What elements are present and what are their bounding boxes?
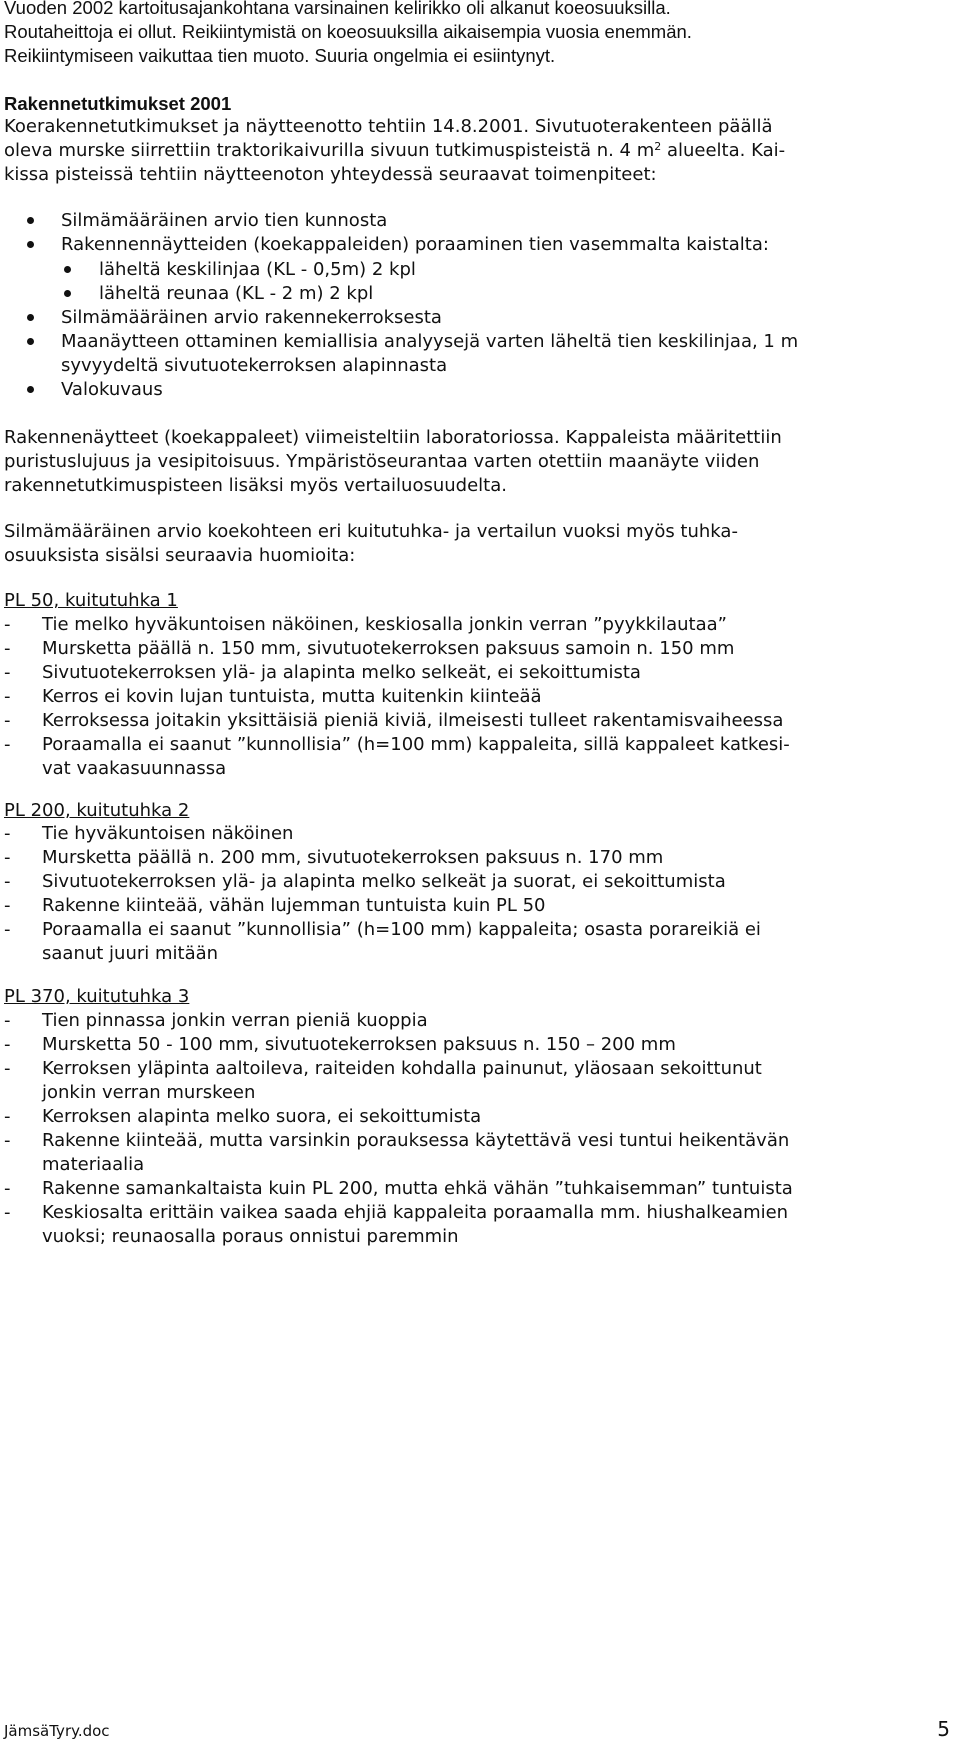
list-item: Kerroksen yläpinta aaltoileva, raiteiden kohdalla painunut, yläosaan sekoittunut [42, 1058, 762, 1079]
footer-filename: JämsäTyry.doc [4, 1722, 110, 1740]
list-item: Poraamalla ei saanut ”kunnollisia” (h=100 mm) kappaleita; osasta porareikiä ei [42, 919, 761, 940]
section-heading: Rakennetutkimukset 2001 [4, 93, 232, 114]
list-item: Mursketta päällä n. 200 mm, sivutuotekerroksen paksuus n. 170 mm [42, 847, 664, 868]
list-item-continuation: vuoksi; reunaosalla poraus onnistui paremmin [42, 1226, 459, 1247]
dash-marker: - [4, 847, 11, 868]
list-item: Tien pinnassa jonkin verran pieniä kuoppia [42, 1010, 428, 1031]
list-item: Kerroksessa joitakin yksittäisiä pieniä kiviä, ilmeisesti tulleet rakentamisvaiheessa [42, 710, 784, 731]
paragraph-line [4, 139, 954, 163]
dash-marker: - [4, 1130, 11, 1151]
dash-marker: - [4, 1034, 11, 1055]
bullet-icon [64, 290, 71, 297]
bullet-item: Rakennennäytteiden (koekappaleiden) poraaminen tien vasemmalta kaistalta: [61, 234, 769, 255]
bullet-icon [27, 241, 34, 248]
dash-marker: - [4, 919, 11, 940]
bullet-item: läheltä keskilinjaa (KL - 0,5m) 2 kpl [99, 259, 416, 280]
intro-paragraph [4, 0, 954, 68]
list-item-continuation: materiaalia [42, 1154, 145, 1175]
dash-marker: - [4, 686, 11, 707]
bullet-icon [27, 314, 34, 321]
bullet-item: Silmämääräinen arvio tien kunnosta [61, 210, 388, 231]
dash-marker: - [4, 1010, 11, 1031]
bullet-icon [27, 217, 34, 224]
paragraph-line: osuuksista sisälsi seuraavia huomioita: [4, 545, 356, 566]
list-item: Sivutuotekerroksen ylä- ja alapinta melko selkeät, ei sekoittumista [42, 662, 641, 683]
dash-marker: - [4, 895, 11, 916]
list-item-continuation: saanut juuri mitään [42, 943, 219, 964]
bullet-item: Maanäytteen ottaminen kemiallisia analyysejä varten läheltä tien keskilinjaa, 1 m [61, 331, 799, 352]
dash-marker: - [4, 1178, 11, 1199]
superscript: 2 [654, 140, 662, 153]
bullet-item: Silmämääräinen arvio rakennekerroksesta [61, 307, 442, 328]
list-item: Keskiosalta erittäin vaikea saada ehjiä kappaleita poraamalla mm. hiushalkeamien [42, 1202, 789, 1223]
dash-marker: - [4, 823, 11, 844]
list-item-continuation: vat vaakasuunnassa [42, 758, 227, 779]
dash-marker: - [4, 638, 11, 659]
list-item: Mursketta 50 - 100 mm, sivutuotekerroksen paksuus n. 150 – 200 mm [42, 1034, 676, 1055]
dash-marker: - [4, 614, 11, 635]
list-item: Poraamalla ei saanut ”kunnollisia” (h=100 mm) kappaleita, sillä kappaleet katkesi- [42, 734, 790, 755]
list-item: Mursketta päällä n. 150 mm, sivutuotekerroksen paksuus samoin n. 150 mm [42, 638, 735, 659]
list-item-continuation: jonkin verran murskeen [42, 1082, 256, 1103]
list-item: Tie hyväkuntoisen näköinen [42, 823, 294, 844]
list-item: Rakenne kiinteää, vähän lujemman tuntuista kuin PL 50 [42, 895, 546, 916]
list-item: Kerroksen alapinta melko suora, ei sekoittumista [42, 1106, 482, 1127]
list-item: Kerros ei kovin lujan tuntuista, mutta kuitenkin kiinteää [42, 686, 542, 707]
bullet-icon [27, 338, 34, 345]
bullet-icon [64, 266, 71, 273]
list-item: Rakenne samankaltaista kuin PL 200, mutta ehkä vähän ”tuhkaisemman” tuntuista [42, 1178, 793, 1199]
intro-line: Routaheittoja ei ollut. Reikiintymistä on koeosuuksilla aikaisempia vuosia enemmän. [4, 21, 692, 42]
dash-marker: - [4, 1058, 11, 1079]
paragraph-line: kissa pisteissä tehtiin näytteenoton yhteydessä seuraavat toimenpiteet: [4, 164, 657, 185]
paragraph-line: Silmämääräinen arvio koekohteen eri kuitutuhka- ja vertailun vuoksi myös tuhka- [4, 521, 738, 542]
paragraph-text: oleva murske siirrettiin traktorikaivurilla sivuun tutkimuspisteistä n. 4 m [4, 140, 655, 161]
list-item: Sivutuotekerroksen ylä- ja alapinta melko selkeät ja suorat, ei sekoittumista [42, 871, 726, 892]
pl370-title: PL 370, kuitutuhka 3 [4, 986, 190, 1007]
paragraph-lab [4, 426, 954, 498]
dash-marker: - [4, 662, 11, 683]
intro-line: Vuoden 2002 kartoitusajankohtana varsinainen kelirikko oli alkanut koeosuuksilla. [4, 0, 671, 18]
dash-marker: - [4, 1106, 11, 1127]
paragraph-observations [4, 520, 954, 568]
paragraph-line: Koerakennetutkimukset ja näytteenotto tehtiin 14.8.2001. Sivutuoterakenteen päällä [4, 116, 773, 137]
paragraph-line: rakennetutkimuspisteen lisäksi myös vertailuosuudelta. [4, 475, 507, 496]
dash-marker: - [4, 1202, 11, 1223]
bullet-item-continuation: syvyydeltä sivutuotekerroksen alapinnasta [61, 355, 448, 376]
dash-marker: - [4, 710, 11, 731]
pl50-title: PL 50, kuitutuhka 1 [4, 590, 178, 611]
paragraph-text: alueelta. Kai- [661, 140, 786, 161]
bullet-item: Valokuvaus [61, 379, 163, 400]
list-item: Rakenne kiinteää, mutta varsinkin porauksessa käytettävä vesi tuntui heikentävän [42, 1130, 790, 1151]
dash-marker: - [4, 734, 11, 755]
dash-marker: - [4, 871, 11, 892]
section-paragraph [4, 115, 954, 187]
intro-line: Reikiintymiseen vaikuttaa tien muoto. Suuria ongelmia ei esiintynyt. [4, 45, 556, 66]
list-item: Tie melko hyväkuntoisen näköinen, keskiosalla jonkin verran ”pyykkilautaa” [42, 614, 727, 635]
pl200-title: PL 200, kuitutuhka 2 [4, 800, 190, 821]
bullet-item: läheltä reunaa (KL - 2 m) 2 kpl [99, 283, 374, 304]
paragraph-line: Rakennenäytteet (koekappaleet) viimeisteltiin laboratoriossa. Kappaleista määritettiin [4, 427, 782, 448]
paragraph-line: puristuslujuus ja vesipitoisuus. Ympäristöseurantaa varten otettiin maanäyte viiden [4, 451, 760, 472]
bullet-icon [27, 386, 34, 393]
footer-page-number: 5 [937, 1717, 950, 1741]
